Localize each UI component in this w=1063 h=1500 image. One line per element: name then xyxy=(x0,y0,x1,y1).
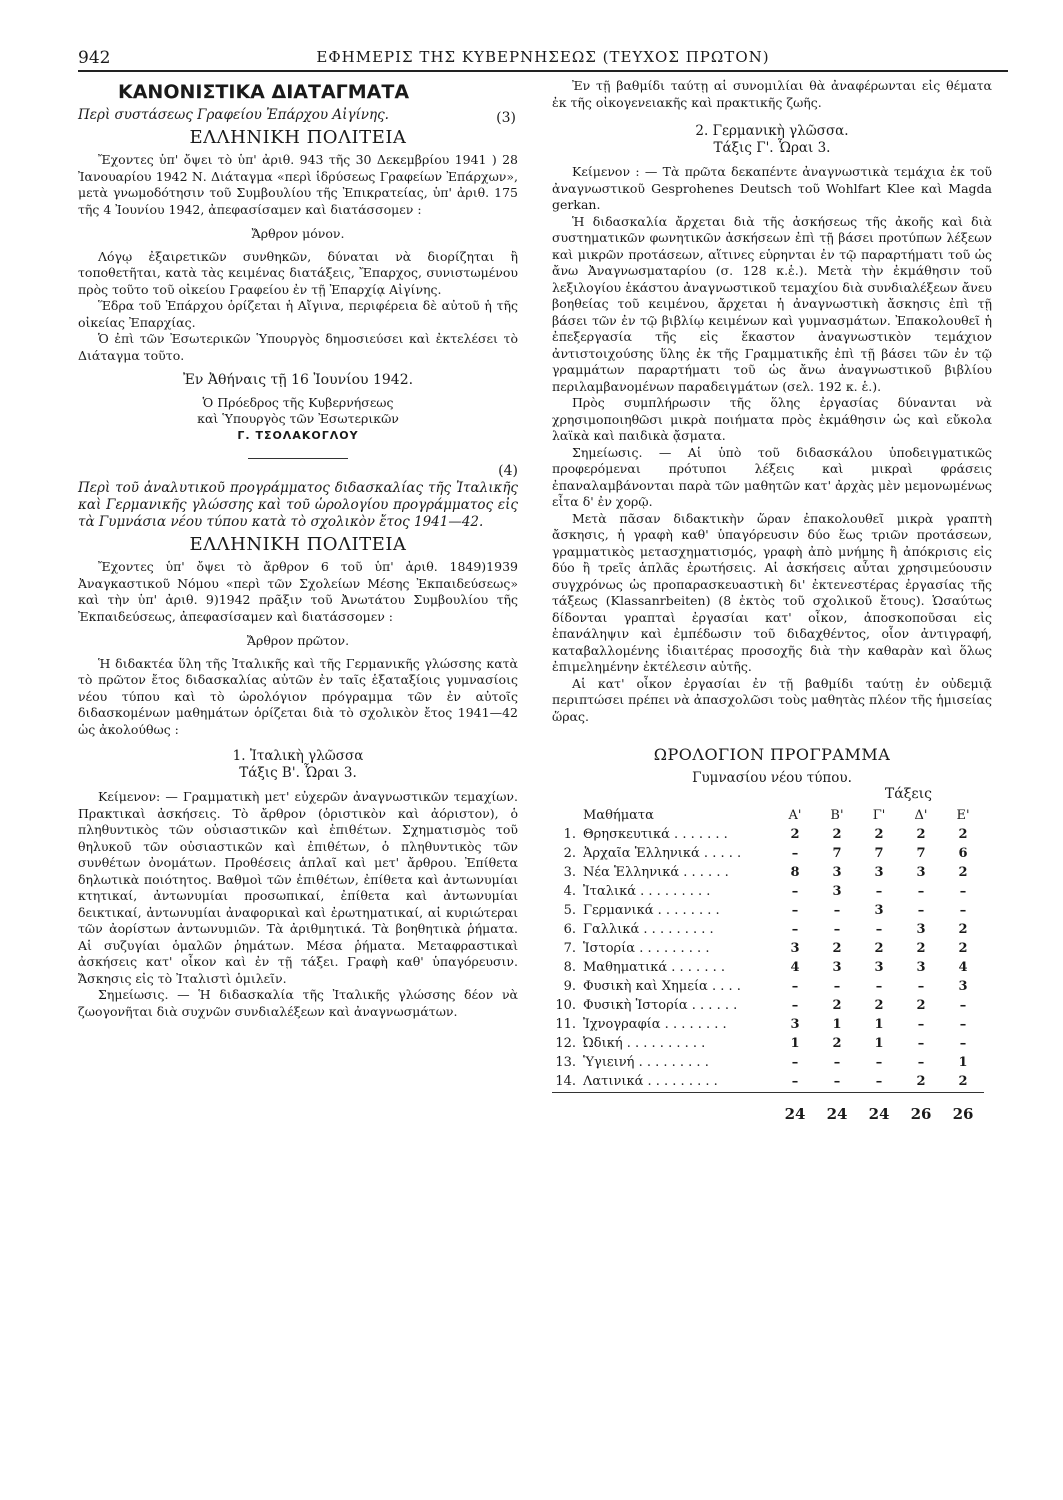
german-text-3: Πρὸς συμπλήρωσιν τῆς ὅλης ἐργασίας δύνανται νὰ χρησιμοποιηθῶσι μικρὰ ποιήματα πρὸς ἐκμάθησιν ὡς καὶ εὔκολα λαϊκὰ καὶ παιδικὰ ᾄσματα. xyxy=(552,395,992,443)
schedule-hours-cell: – xyxy=(917,1054,925,1070)
schedule-totals-label-spacer xyxy=(579,1092,774,1124)
schedule-hours-cell: 4 xyxy=(790,959,800,975)
schedule-row xyxy=(552,1073,984,1093)
schedule-subject: Γερμανικά . . . . . . . . xyxy=(583,902,720,918)
signature-line-2: καὶ Ὑπουργὸς τῶν Ἐσωτερικῶν xyxy=(197,411,399,426)
schedule-table xyxy=(552,807,984,1124)
schedule-hours-cell: – xyxy=(791,978,799,994)
decree-3-preamble: Ἔχοντες ὑπ' ὄψει τὸ ὑπ' ἀριθ. 943 τῆς 30 Δεκεμβρίου 1941 ) 28 Ἰανουαρίου 1942 Ν. Διάταγμα «περὶ ἱδρύσεως Γραφείων Ἐπάρχων», μετὰ γνωμοδότησιν τοῦ Συμβουλίου τῆς Ἐπικρατείας, ὑπ' ἀριθ. 175 τῆς 4 Ἰουνίου 1942, ἀπεφασίσαμεν καὶ διατάσσομεν : xyxy=(78,152,518,217)
italian-class: Τάξις Β'. Ὧραι 3. xyxy=(239,764,357,781)
schedule-totals-row xyxy=(552,1092,984,1124)
schedule-subjects-label: Μαθήματα xyxy=(583,807,654,823)
schedule-row-number: 3. xyxy=(563,864,576,880)
schedule-hours-cell: 2 xyxy=(832,826,842,842)
schedule-hours-cell: 7 xyxy=(874,845,884,861)
decree-4-title: Περὶ τοῦ ἀναλυτικοῦ προγράμματος διδασκαλίας τῆς Ἰταλικῆς καὶ Γερμανικῆς γλώσσης καὶ τοῦ ὡρολογίου προγράμματος εἰς τὰ Γυμνάσια νέου τύπου κατὰ τὸ σχολικὸν ἔτος 1941—42. xyxy=(78,479,518,530)
schedule-hours-cell: 2 xyxy=(916,940,926,956)
schedule-hours-cell: – xyxy=(917,883,925,899)
decree-4-article-text: Ἡ διδακτέα ὕλη τῆς Ἰταλικῆς καὶ τῆς Γερμανικῆς γλώσσης κατὰ τὸ πρῶτον ἔτος διδασκαλίας αὐτῶν ἐν ταῖς ἑξαταξίοις γυμνασίοις νέου τύπου καὶ τὸ ὡρολόγιον πρόγραμμα τῶν ἐν αὐτοῖς διδασκομένων μαθημάτων ὁρίζεται διὰ τὸ σχολικὸν ἔτος 1941—42 ὡς ἀκολούθως : xyxy=(78,655,518,737)
schedule-row xyxy=(552,883,984,902)
schedule-hours-cell: 1 xyxy=(958,1054,968,1070)
schedule-total-cell: 24 xyxy=(774,1092,816,1124)
schedule-hours-cell: 2 xyxy=(958,1073,968,1089)
schedule-subject: Ὑγιεινή . . . . . . . . . xyxy=(583,1054,709,1070)
schedule-subject: Ἀρχαῖα Ἑλληνικά . . . . . xyxy=(583,845,742,861)
schedule-total-cell: 24 xyxy=(858,1092,900,1124)
schedule-hours-cell: 6 xyxy=(958,845,968,861)
schedule-hours-cell: 3 xyxy=(958,978,968,994)
schedule-header-row xyxy=(552,807,984,826)
schedule-hours-cell: 1 xyxy=(790,1035,800,1051)
schedule-hours-cell: 3 xyxy=(916,864,926,880)
german-text-2: Ἡ διδασκαλία ἄρχεται διὰ τῆς ἀσκήσεως τῆς ἀκοῆς καὶ διὰ συστηματικῶν φωνητικῶν ἀσκήσεων ἐπὶ τῇ βάσει προτύπων λέξεων καὶ μικρῶν προτάσεων, αἵτινες εὑρηνται ἐν τῷ παραρτήματι τοῦ ὡς ἄνω Ἀναγνωσματαρίου (σ. 128 κ.ἑ.). Μετὰ τὴν ἐκμάθησιν τοῦ λεξιλογίου ἑκάστου ἀναγνωστικοῦ τεμαχίου διὰ συνδιαλέξεων ἄνευ βοηθείας τοῦ κειμένου, ἄρχεται ἡ ἀναγνωστικὴ ἄσκησις ἐπὶ τῇ βάσει τῶν ἐν τῷ βιβλίῳ κειμένων καὶ γυμνασμάτων. Ἐπακολουθεῖ ἡ ἐπεξεργασία τῆς εἰς ἕκαστον ἀναγνωστικὸν τεμάχιον ἀντιστοιχούσης ὕλης ἐκ τῆς Γραμματικῆς ἐπὶ τῇ βάσει τῶν ἐν τῷ γραμμάτων παραρτήματι τοῦ ὡς ἄνω ἀναγνωστικοῦ βιβλίου περιλαμβανομένων παραδειγμάτων (σελ. 192 κ. ἑ.). xyxy=(552,213,992,394)
decree-number-4: (4) xyxy=(498,463,518,479)
schedule-row-number: 9. xyxy=(563,978,576,994)
schedule-row xyxy=(552,1054,984,1073)
schedule-hours-cell: – xyxy=(875,921,883,937)
schedule-hours-cell: 1 xyxy=(874,1016,884,1032)
page-number: 942 xyxy=(78,48,111,68)
schedule-hours-cell: 2 xyxy=(874,826,884,842)
decree-3-date: Ἐν Ἀθήναις τῇ 16 Ἰουνίου 1942. xyxy=(182,372,414,388)
schedule-hours-cell: 2 xyxy=(832,1035,842,1051)
schedule-subject: Λατινικά . . . . . . . . . xyxy=(583,1073,718,1089)
schedule-subject: Ἰχνογραφία . . . . . . . . xyxy=(583,1016,727,1032)
schedule-totals-spacer xyxy=(552,1092,579,1124)
schedule-hours-cell: – xyxy=(833,978,841,994)
german-heading: 2. Γερμανικὴ γλῶσσα. xyxy=(695,123,849,139)
schedule-row xyxy=(552,845,984,864)
schedule-hours-cell: – xyxy=(833,902,841,918)
schedule-hours-cell: 2 xyxy=(958,864,968,880)
decree-4-preamble: Ἔχοντες ὑπ' ὄψει τὸ ἄρθρον 6 τοῦ ὑπ' ἀριθ. 1849)1939 Ἀναγκαστικοῦ Νόμου «περὶ τῶν Σχολείων Μέσης Ἐκπαιδεύσεως» καὶ τὴν ὑπ' ἀριθ. 9)1942 πρᾶξιν τοῦ Ἀνωτάτου Συμβουλίου τῆς Ἐκπαιδεύσεως, ἀπεφασίσαμεν καὶ διατάσσομεν : xyxy=(78,559,518,624)
schedule-row-number: 10. xyxy=(555,997,576,1013)
schedule-hours-cell: – xyxy=(875,1054,883,1070)
schedule-hours-cell: – xyxy=(833,1054,841,1070)
left-column xyxy=(78,78,518,1020)
right-column xyxy=(552,78,992,1124)
schedule-row xyxy=(552,1016,984,1035)
schedule-hours-cell: 7 xyxy=(832,845,842,861)
schedule-hours-cell: 3 xyxy=(832,959,842,975)
schedule-column-header: Β' xyxy=(830,807,844,823)
schedule-column-header: Ε' xyxy=(956,807,970,823)
schedule-column-header: Γ' xyxy=(872,807,886,823)
schedule-row-number: 4. xyxy=(563,883,576,899)
italian-heading: 1. Ἰταλικὴ γλῶσσα xyxy=(232,748,364,764)
schedule-hours-cell: – xyxy=(791,845,799,861)
schedule-hours-cell: 2 xyxy=(874,940,884,956)
schedule-subject: Φυσικὴ Ἱστορία . . . . . . xyxy=(583,997,738,1013)
schedule-hours-cell: – xyxy=(959,902,967,918)
german-class: Τάξις Γ'. Ὧραι 3. xyxy=(713,139,831,156)
schedule-hours-cell: 3 xyxy=(832,883,842,899)
schedule-hours-cell: 2 xyxy=(874,997,884,1013)
decree-3-title: Περὶ συστάσεως Γραφείου Ἐπάρχου Αἰγίνης. xyxy=(78,106,389,123)
schedule-row-number: 2. xyxy=(563,845,576,861)
running-title: ΕΦΗΜΕΡΙΣ ΤΗΣ ΚΥΒΕΡΝΗΣΕΩΣ (ΤΕΥΧΟΣ ΠΡΩΤΟΝ) xyxy=(316,48,770,66)
schedule-hours-cell: – xyxy=(917,902,925,918)
schedule-hours-cell: – xyxy=(791,1054,799,1070)
schedule-row xyxy=(552,978,984,997)
schedule-hours-cell: 3 xyxy=(874,959,884,975)
schedule-subject: Νέα Ἑλληνικά . . . . . . xyxy=(583,864,729,880)
schedule-hours-cell: – xyxy=(959,883,967,899)
schedule-total-cell: 26 xyxy=(900,1092,942,1124)
schedule-hours-cell: 2 xyxy=(958,921,968,937)
schedule-row xyxy=(552,826,984,845)
schedule-hours-cell: – xyxy=(875,1073,883,1089)
schedule-column-header: Α' xyxy=(788,807,802,823)
signature-line-1: Ὁ Πρόεδρος τῆς Κυβερνήσεως xyxy=(202,394,394,410)
schedule-hours-cell: – xyxy=(791,997,799,1013)
schedule-subject: Θρησκευτικά . . . . . . . xyxy=(583,826,728,842)
schedule-hours-cell: 2 xyxy=(916,997,926,1013)
signatory-name: Γ. ΤΣΟΛΑΚΟΓΛΟΥ xyxy=(237,428,359,442)
schedule-subject: Ἰταλικά . . . . . . . . . xyxy=(583,883,711,899)
schedule-total-cell: 26 xyxy=(942,1092,984,1124)
schedule-row-number: 6. xyxy=(563,921,576,937)
schedule-hours-cell: – xyxy=(791,883,799,899)
schedule-hours-cell: – xyxy=(791,921,799,937)
decree-3-para-1: Λόγῳ ἐξαιρετικῶν συνθηκῶν, δύναται νὰ διορίζηται ἢ τοποθετῆται, κατὰ τὰς κειμένας διατάξεις, Ἔπαρχος, συνιστωμένου πρὸς τοῦτο τοῦ οἰκείου Γραφείου ἐν τῇ Ἐπαρχίᾳ Αἰγίνης. xyxy=(78,248,518,297)
schedule-row-number: 8. xyxy=(563,959,576,975)
german-note: Σημείωσις. — Αἱ ὑπὸ τοῦ διδασκάλου ὑποδειγματικῶς προφερόμεναι πρότυποι λέξεις καὶ μικραὶ φράσεις ἐπαναλαμβάνονται παρὰ τῶν μαθητῶν κατ' ἀρχὰς μὲν μεμονωμένως εἶτα δ' ἐν χορῷ. xyxy=(552,444,992,509)
schedule-row xyxy=(552,959,984,978)
schedule-subject: Μαθηματικά . . . . . . . xyxy=(583,959,725,975)
schedule-subject: Ὠδική . . . . . . . . . . xyxy=(583,1035,706,1051)
schedule-hours-cell: – xyxy=(833,921,841,937)
decree-4-article-heading: Ἄρθρον πρῶτον. xyxy=(246,633,350,648)
schedule-subject: Ἱστορία . . . . . . . . . xyxy=(583,940,710,956)
schedule-hours-cell: 2 xyxy=(790,826,800,842)
italian-note: Σημείωσις. — Ἡ διδασκαλία τῆς Ἰταλικῆς γλώσσης δέον νὰ ζωογονῆται διὰ συχνῶν συνδιαλέξεων καὶ ἀναγνωσμάτων. xyxy=(78,987,518,1019)
state-heading-2: ΕΛΛΗΝΙΚΗ ΠΟΛΙΤΕΙΑ xyxy=(189,533,407,555)
right-intro: Ἐν τῇ βαθμίδι ταύτῃ αἱ συνομιλίαι θὰ ἀναφέρωνται εἰς θέματα ἐκ τῆς οἰκογενειακῆς καὶ πρακτικῆς ζωῆς. xyxy=(552,78,992,110)
schedule-row xyxy=(552,864,984,883)
schedule-row-number: 11. xyxy=(555,1016,576,1032)
schedule-hours-cell: 2 xyxy=(958,940,968,956)
schedule-hours-cell: 2 xyxy=(832,940,842,956)
schedule-subject: Γαλλικά . . . . . . . . . xyxy=(583,921,714,937)
schedule-hours-cell: 2 xyxy=(958,826,968,842)
schedule-hours-cell: – xyxy=(875,978,883,994)
schedule-hours-cell: 3 xyxy=(874,864,884,880)
schedule-hours-cell: – xyxy=(959,1016,967,1032)
schedule-hours-cell: 2 xyxy=(832,997,842,1013)
schedule-row-number: 14. xyxy=(555,1073,576,1089)
schedule-total-cell: 24 xyxy=(816,1092,858,1124)
separator-rule xyxy=(248,458,348,459)
schedule-row xyxy=(552,997,984,1016)
schedule-hours-cell: 3 xyxy=(790,1016,800,1032)
schedule-classes-label: Τάξεις xyxy=(884,786,932,802)
state-heading-1: ΕΛΛΗΝΙΚΗ ΠΟΛΙΤΕΙΑ xyxy=(189,126,407,148)
schedule-column-header: Δ' xyxy=(914,807,928,823)
schedule-hours-cell: 8 xyxy=(790,864,800,880)
schedule-row-number: 7. xyxy=(563,940,576,956)
german-text-5: Αἱ κατ' οἶκον ἐργασίαι ἐν τῇ βαθμίδι ταύτῃ ἐν οὐδεμιᾷ περιπτώσει πρέπει νὰ ἀπασχολῶσι τοὺς μαθητὰς πλέον τῆς ἡμισείας ὥρας. xyxy=(552,675,992,724)
page-header xyxy=(78,44,1008,72)
schedule-hours-cell: – xyxy=(959,997,967,1013)
schedule-hours-cell: 2 xyxy=(916,1073,926,1089)
schedule-hours-cell: – xyxy=(917,978,925,994)
decree-3-article-heading: Ἄρθρον μόνον. xyxy=(251,226,345,241)
schedule-hours-cell: – xyxy=(875,883,883,899)
schedule-row xyxy=(552,1035,984,1054)
schedule-header-spacer xyxy=(552,807,579,826)
schedule-row xyxy=(552,902,984,921)
schedule-hours-cell: 3 xyxy=(790,940,800,956)
schedule-hours-cell: 4 xyxy=(958,959,968,975)
italian-text: Κείμενον: — Γραμματικὴ μετ' εὐχερῶν ἀναγνωστικῶν τεμαχίων. Πρακτικαὶ ἀσκήσεις. Τὸ ἄρθρον (ὁριστικὸν καὶ ἀόριστον), ὁ πληθυντικὸς τῶν οὐσιαστικῶν καὶ ἐπιθέτων. Σχηματισμὸς τοῦ θηλυκοῦ τῶν οὐσιαστικῶν καὶ ἐπιθέτων, ὁ πληθυντικὸς τῶν συνθέτων ὀνομάτων. Προθέσεις ἁπλαῖ καὶ μετ' ἄρθρου. Ἐπίθετα δηλωτικὰ ποιότητος. Βαθμοὶ τῶν ἐπιθέτων, ἐπίθετα καὶ ἀντωνυμίαι κτητικαί, ἀντωνυμίαι προσωπικαί, ἐπίθετα καὶ ἀντωνυμίαι δεικτικαί, ἀντωνυμίαι ἀναφορικαὶ καὶ ἐρωτηματικαί, αἱ κυριώτεραι τῶν ἀορίστων ἀντωνυμιῶν. Τὰ ἀριθμητικά. Τὰ βοηθητικὰ ῥήματα. Αἱ συζυγίαι ὁμαλῶν ῥημάτων. Μέσα ῥήματα. Μεταφραστικαὶ ἀσκήσεις κατ' οἶκον καὶ ἐν τῇ τάξει. Γραφὴ καθ' ὑπαγόρευσιν. Ἄσκησις εἰς τὸ Ἰταλιστὶ ὁμιλεῖν. xyxy=(78,789,518,986)
schedule-row-number: 5. xyxy=(563,902,576,918)
schedule-row-number: 1. xyxy=(563,826,576,842)
schedule-row-number: 12. xyxy=(555,1035,576,1051)
schedule-hours-cell: 3 xyxy=(916,959,926,975)
schedule-subtitle: Γυμνασίου νέου τύπου. xyxy=(692,769,852,786)
schedule-hours-cell: – xyxy=(833,1073,841,1089)
german-text-1: Κείμενον : — Τὰ πρῶτα δεκαπέντε ἀναγνωστικὰ τεμάχια ἐκ τοῦ ἀναγνωστικοῦ Gesprohenes Deutsch τοῦ Wohlfart Klee καὶ Magda gerkan. xyxy=(552,164,992,212)
decree-3-para-2: Ἕδρα τοῦ Ἐπάρχου ὁρίζεται ἡ Αἴγινα, περιφέρεια δὲ αὐτοῦ ἡ τῆς οἰκείας Ἐπαρχίας. xyxy=(78,298,518,330)
schedule-hours-cell: – xyxy=(917,1035,925,1051)
schedule-hours-cell: 3 xyxy=(832,864,842,880)
schedule-hours-cell: 1 xyxy=(874,1035,884,1051)
schedule-hours-cell: 2 xyxy=(916,826,926,842)
decree-number-3: (3) xyxy=(496,110,516,126)
schedule-hours-cell: 3 xyxy=(874,902,884,918)
schedule-hours-cell: 7 xyxy=(916,845,926,861)
schedule-hours-cell: 3 xyxy=(916,921,926,937)
schedule-row xyxy=(552,940,984,959)
schedule-hours-cell: – xyxy=(791,1073,799,1089)
decree-3-para-3: Ὁ ἐπὶ τῶν Ἐσωτερικῶν Ὑπουργὸς δημοσιεύσει καὶ ἐκτελέσει τὸ Διάταγμα τοῦτο. xyxy=(78,331,518,363)
schedule-hours-cell: – xyxy=(917,1016,925,1032)
schedule-hours-cell: – xyxy=(791,902,799,918)
schedule-subject: Φυσικὴ καὶ Χημεία . . . . xyxy=(583,978,741,994)
german-text-4: Μετὰ πᾶσαν διδακτικὴν ὥραν ἐπακολουθεῖ μικρὰ γραπτὴ ἄσκησις, ἡ γραφὴ καθ' ὑπαγόρευσιν δύο ἕως τριῶν προτάσεων, γραμματικὸς μετασχηματισμός, γραφὴ ἀπὸ μνήμης ἢ ἀπόκρισις εἰς δύο ἢ τρεῖς ἁπλᾶς ἐρωτήσεις. Αἱ ἀσκήσεις αὗται χρησιμεύουσιν συγχρόνως ὡς προπαρασκευαστικὴ δι' ἐκτενεστέρας ἐργασίας τῆς τάξεως (Klassanrbeiten) (8 ἐκτὸς τοῦ σχολικοῦ ἔτους). Ὡσαύτως δίδονται γραπταὶ ἐργασίαι κατ' οἶκον, ἀποσκοποῦσαι εἰς ἐπανάληψιν καὶ ἐμπέδωσιν τοῦ διδαχθέντος, οἷον ἀντιγραφή, καταβαλλομένης ἰδιαιτέρας προσοχῆς διὰ τὴν καθαρὰν καὶ ὅλως ἐπιμελημένην ἐκτέλεσιν αὐτῆς. xyxy=(552,510,992,674)
section-heading: ΚΑΝΟΝΙΣΤΙΚΑ ΔΙΑΤΑΓΜΑΤΑ xyxy=(118,81,410,103)
schedule-hours-cell: 1 xyxy=(832,1016,842,1032)
schedule-row-number: 13. xyxy=(555,1054,576,1070)
schedule-row xyxy=(552,921,984,940)
schedule-title: ΩΡΟΛΟΓΙΟΝ ΠΡΟΓΡΑΜΜΑ xyxy=(653,745,891,764)
schedule-hours-cell: – xyxy=(959,1035,967,1051)
